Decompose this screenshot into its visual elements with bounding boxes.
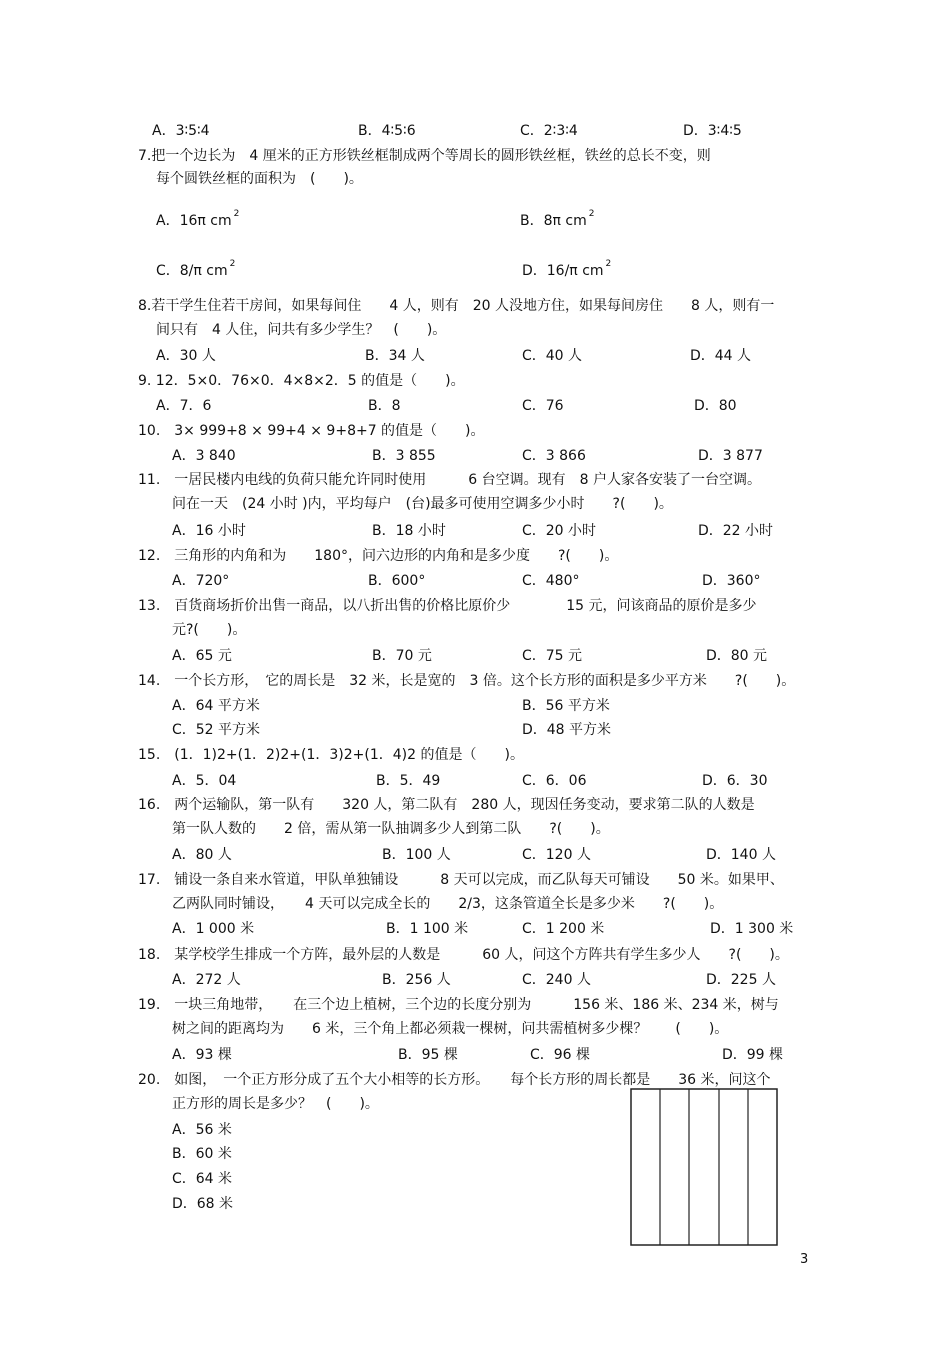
q17-option-b: B．1 100 米 bbox=[386, 921, 469, 937]
q10-option-d: D．3 877 bbox=[698, 448, 763, 464]
q8-stem-line2: 间只有 4 人住，问共有多少学生？ ( )。 bbox=[156, 322, 447, 338]
q14-option-b: B．56 平方米 bbox=[522, 698, 610, 714]
q14-option-d: D．48 平方米 bbox=[522, 722, 612, 738]
q11-option-d: D．22 小时 bbox=[698, 523, 774, 539]
q7-option-c: C．8/π cm $^2$ bbox=[156, 259, 236, 279]
q6-option-a: A．3∶5∶4 bbox=[152, 123, 210, 139]
q15-option-b: B．5．49 bbox=[376, 773, 441, 789]
q20-option-b: B．60 米 bbox=[172, 1146, 232, 1162]
q12-option-d: D．360° bbox=[702, 573, 761, 589]
q11-stem-line2: 问在一天 (24 小时 )内，平均每户 (台)最多可使用空调多少小时 ?( )。 bbox=[172, 496, 673, 512]
q17-stem-line1: 17. 铺设一条自来水管道，甲队单独铺设 8 天可以完成，而乙队每天可铺设 50 米。如果甲、 bbox=[138, 872, 784, 888]
q9-option-a: A．7．6 bbox=[156, 398, 212, 414]
q15-option-c: C．6．06 bbox=[522, 773, 587, 789]
q15-stem: 15. (1．1)2+(1．2)2+(1．3)2+(1．4)2 的值是（ )。 bbox=[138, 747, 524, 763]
q9-option-b: B．8 bbox=[368, 398, 401, 414]
q18-option-a: A．272 人 bbox=[172, 972, 241, 988]
q16-stem-line2: 第一队人数的 2 倍，需从第一队抽调多少人到第二队 ?( )。 bbox=[172, 821, 610, 837]
q20-option-a: A．56 米 bbox=[172, 1122, 232, 1138]
q9-option-c: C．76 bbox=[522, 398, 564, 414]
q19-option-c: C．96 棵 bbox=[530, 1047, 591, 1063]
q17-option-d: D．1 300 米 bbox=[710, 921, 794, 937]
q8-option-a: A．30 人 bbox=[156, 348, 216, 364]
q7-option-a: A．16π cm $^2$ bbox=[156, 209, 240, 229]
q13-stem-line1: 13. 百货商场折价出售一商品，以八折出售的价格比原价少 15 元，问该商品的原价是多少 bbox=[138, 598, 757, 614]
q16-option-d: D．140 人 bbox=[706, 847, 776, 863]
square-divided-figure bbox=[630, 1088, 780, 1248]
q19-stem-line1: 19. 一块三角地带， 在三个边上植树，三个边的长度分别为 156 米、186 米、234 米，树与 bbox=[138, 997, 779, 1013]
q12-stem: 12. 三角形的内角和为 180°，问六边形的内角和是多少度 ?( )。 bbox=[138, 548, 619, 564]
square-outline bbox=[631, 1089, 777, 1245]
q18-option-c: C．240 人 bbox=[522, 972, 591, 988]
q13-stem-line2: 元?( )。 bbox=[172, 622, 247, 638]
q17-stem-line2: 乙两队同时铺设， 4 天可以完成全长的 2/3，这条管道全长是多少米 ?( )。 bbox=[172, 896, 724, 912]
q19-option-d: D．99 棵 bbox=[722, 1047, 784, 1063]
q9-stem: 9. 12．5×0．76×0．4×8×2．5 的值是（ )。 bbox=[138, 373, 465, 389]
q14-option-c: C．52 平方米 bbox=[172, 722, 261, 738]
q16-option-a: A．80 人 bbox=[172, 847, 232, 863]
q17-option-a: A．1 000 米 bbox=[172, 921, 255, 937]
q18-stem: 18. 某学校学生排成一个方阵，最外层的人数是 60 人，问这个方阵共有学生多少人 ?( )。 bbox=[138, 947, 789, 963]
page-number: 3 bbox=[800, 1252, 809, 1267]
q12-option-b: B．600° bbox=[368, 573, 426, 589]
q8-option-d: D．44 人 bbox=[690, 348, 752, 364]
q6-option-b: B．4∶5∶6 bbox=[358, 123, 416, 139]
q13-option-a: A．65 元 bbox=[172, 648, 232, 664]
q14-option-a: A．64 平方米 bbox=[172, 698, 260, 714]
q20-stem-line1: 20. 如图， 一个正方形分成了五个大小相等的长方形。 每个长方形的周长都是 36 米，问这个 bbox=[138, 1072, 771, 1088]
q11-option-a: A．16 小时 bbox=[172, 523, 246, 539]
q20-option-c: C．64 米 bbox=[172, 1171, 233, 1187]
q10-option-b: B．3 855 bbox=[372, 448, 436, 464]
q11-stem-line1: 11. 一居民楼内电线的负荷只能允许同时使用 6 台空调。现有 8 户人家各安装了一台空调。 bbox=[138, 472, 761, 488]
q18-option-d: D．225 人 bbox=[706, 972, 776, 988]
q14-stem: 14. 一个长方形， 它的周长是 32 米，长是宽的 3 倍。这个长方形的面积是多少平方米 ?( )。 bbox=[138, 673, 796, 689]
q13-option-c: C．75 元 bbox=[522, 648, 583, 664]
q15-option-d: D．6．30 bbox=[702, 773, 768, 789]
q15-option-a: A．5．04 bbox=[172, 773, 237, 789]
q11-option-b: B．18 小时 bbox=[372, 523, 446, 539]
q20-option-d: D．68 米 bbox=[172, 1196, 234, 1212]
q13-option-d: D．80 元 bbox=[706, 648, 768, 664]
q7-option-d: D．16/π cm $^2$ bbox=[522, 259, 612, 279]
q10-option-a: A．3 840 bbox=[172, 448, 236, 464]
q9-option-d: D．80 bbox=[694, 398, 737, 414]
q19-stem-line2: 树之间的距离均为 6 米，三个角上都必须栽一棵树，问共需植树多少棵？ ( )。 bbox=[172, 1021, 729, 1037]
q12-option-c: C．480° bbox=[522, 573, 580, 589]
q18-option-b: B．256 人 bbox=[382, 972, 451, 988]
q19-option-a: A．93 棵 bbox=[172, 1047, 232, 1063]
q8-option-c: C．40 人 bbox=[522, 348, 583, 364]
q8-option-b: B．34 人 bbox=[365, 348, 425, 364]
q12-option-a: A．720° bbox=[172, 573, 230, 589]
q10-stem: 10. 3× 999+8 × 99+4 × 9+8+7 的值是（ )。 bbox=[138, 423, 485, 439]
q16-stem-line1: 16. 两个运输队，第一队有 320 人，第二队有 280 人，现因任务变动，要求第二队的人数是 bbox=[138, 797, 755, 813]
q17-option-c: C．1 200 米 bbox=[522, 921, 605, 937]
q6-option-d: D．3∶4∶5 bbox=[683, 123, 742, 139]
q7-stem-line2: 每个圆铁丝框的面积为 ( )。 bbox=[156, 171, 363, 187]
q7-option-b: B．8π cm $^2$ bbox=[520, 209, 595, 229]
q16-option-b: B．100 人 bbox=[382, 847, 451, 863]
q10-option-c: C．3 866 bbox=[522, 448, 586, 464]
q11-option-c: C．20 小时 bbox=[522, 523, 597, 539]
q6-option-c: C．2∶3∶4 bbox=[520, 123, 578, 139]
q8-stem-line1: 8.若干学生住若干房间，如果每间住 4 人，则有 20 人没地方住，如果每间房住 8 人，则有一 bbox=[138, 298, 775, 314]
q19-option-b: B．95 棵 bbox=[398, 1047, 458, 1063]
q16-option-c: C．120 人 bbox=[522, 847, 591, 863]
q13-option-b: B．70 元 bbox=[372, 648, 432, 664]
q20-stem-line2: 正方形的周长是多少？ ( )。 bbox=[172, 1096, 379, 1112]
q7-stem-line1: 7.把一个边长为 4 厘米的正方形铁丝框制成两个等周长的圆形铁丝框，铁丝的总长不变，则 bbox=[138, 148, 711, 164]
